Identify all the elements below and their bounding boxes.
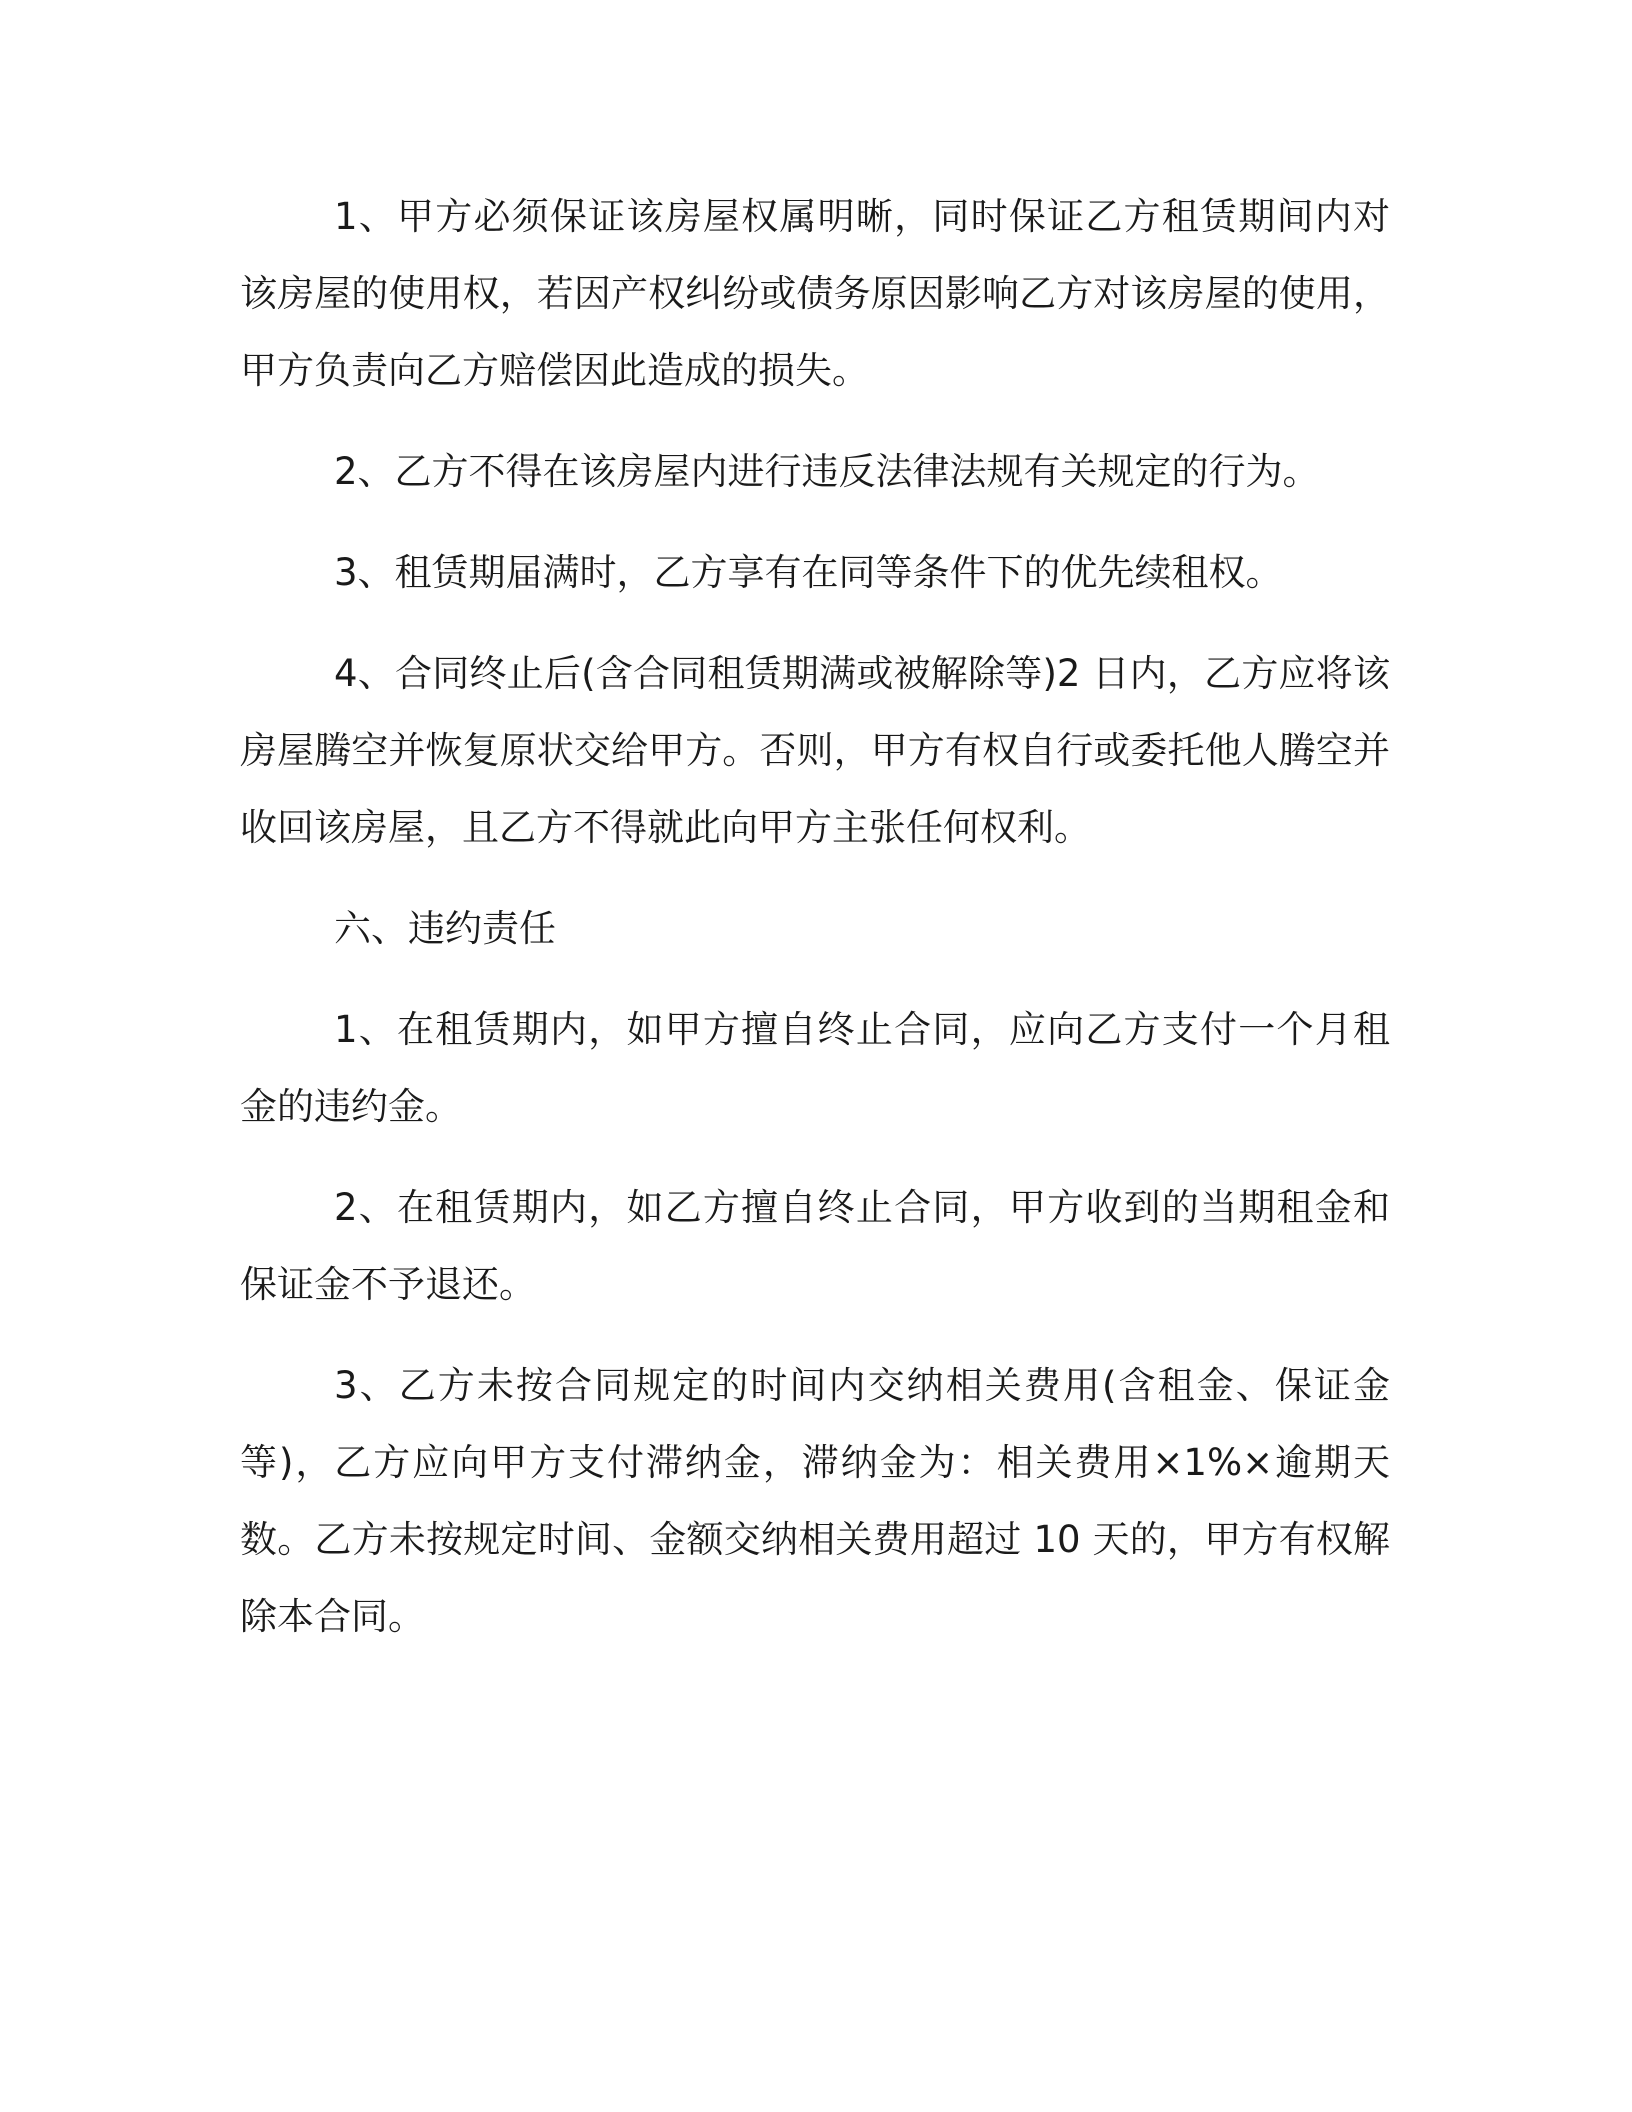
- document-body: [240, 178, 1390, 1679]
- clause-paragraph: 3、租赁期届满时，乙方享有在同等条件下的优先续租权。: [334, 551, 1283, 594]
- clause-paragraph: 1、甲方必须保证该房屋权属明晰，同时保证乙方租赁期间内对该房屋的使用权，若因产权纠纷或债务原因影响乙方对该房屋的使用，甲方负责向乙方赔偿因此造成的损失。: [240, 195, 1390, 392]
- clause-paragraph: 3、乙方未按合同规定的时间内交纳相关费用(含租金、保证金等)，乙方应向甲方支付滞纳金，滞纳金为：相关费用×1%×逾期天数。乙方未按规定时间、金额交纳相关费用超过 10 天的，甲方有权解除本合同。: [240, 1364, 1390, 1638]
- clause-paragraph: 2、在租赁期内，如乙方擅自终止合同，甲方收到的当期租金和保证金不予退还。: [240, 1186, 1390, 1306]
- section-heading: 六、违约责任: [334, 907, 556, 950]
- clause-paragraph: 4、合同终止后(含合同租赁期满或被解除等)2 日内，乙方应将该房屋腾空并恢复原状交给甲方。否则，甲方有权自行或委托他人腾空并收回该房屋，且乙方不得就此向甲方主张任何权利。: [240, 652, 1390, 849]
- clause-paragraph: 1、在租赁期内，如甲方擅自终止合同，应向乙方支付一个月租金的违约金。: [240, 1008, 1390, 1128]
- clause-paragraph: 2、乙方不得在该房屋内进行违反法律法规有关规定的行为。: [334, 450, 1320, 493]
